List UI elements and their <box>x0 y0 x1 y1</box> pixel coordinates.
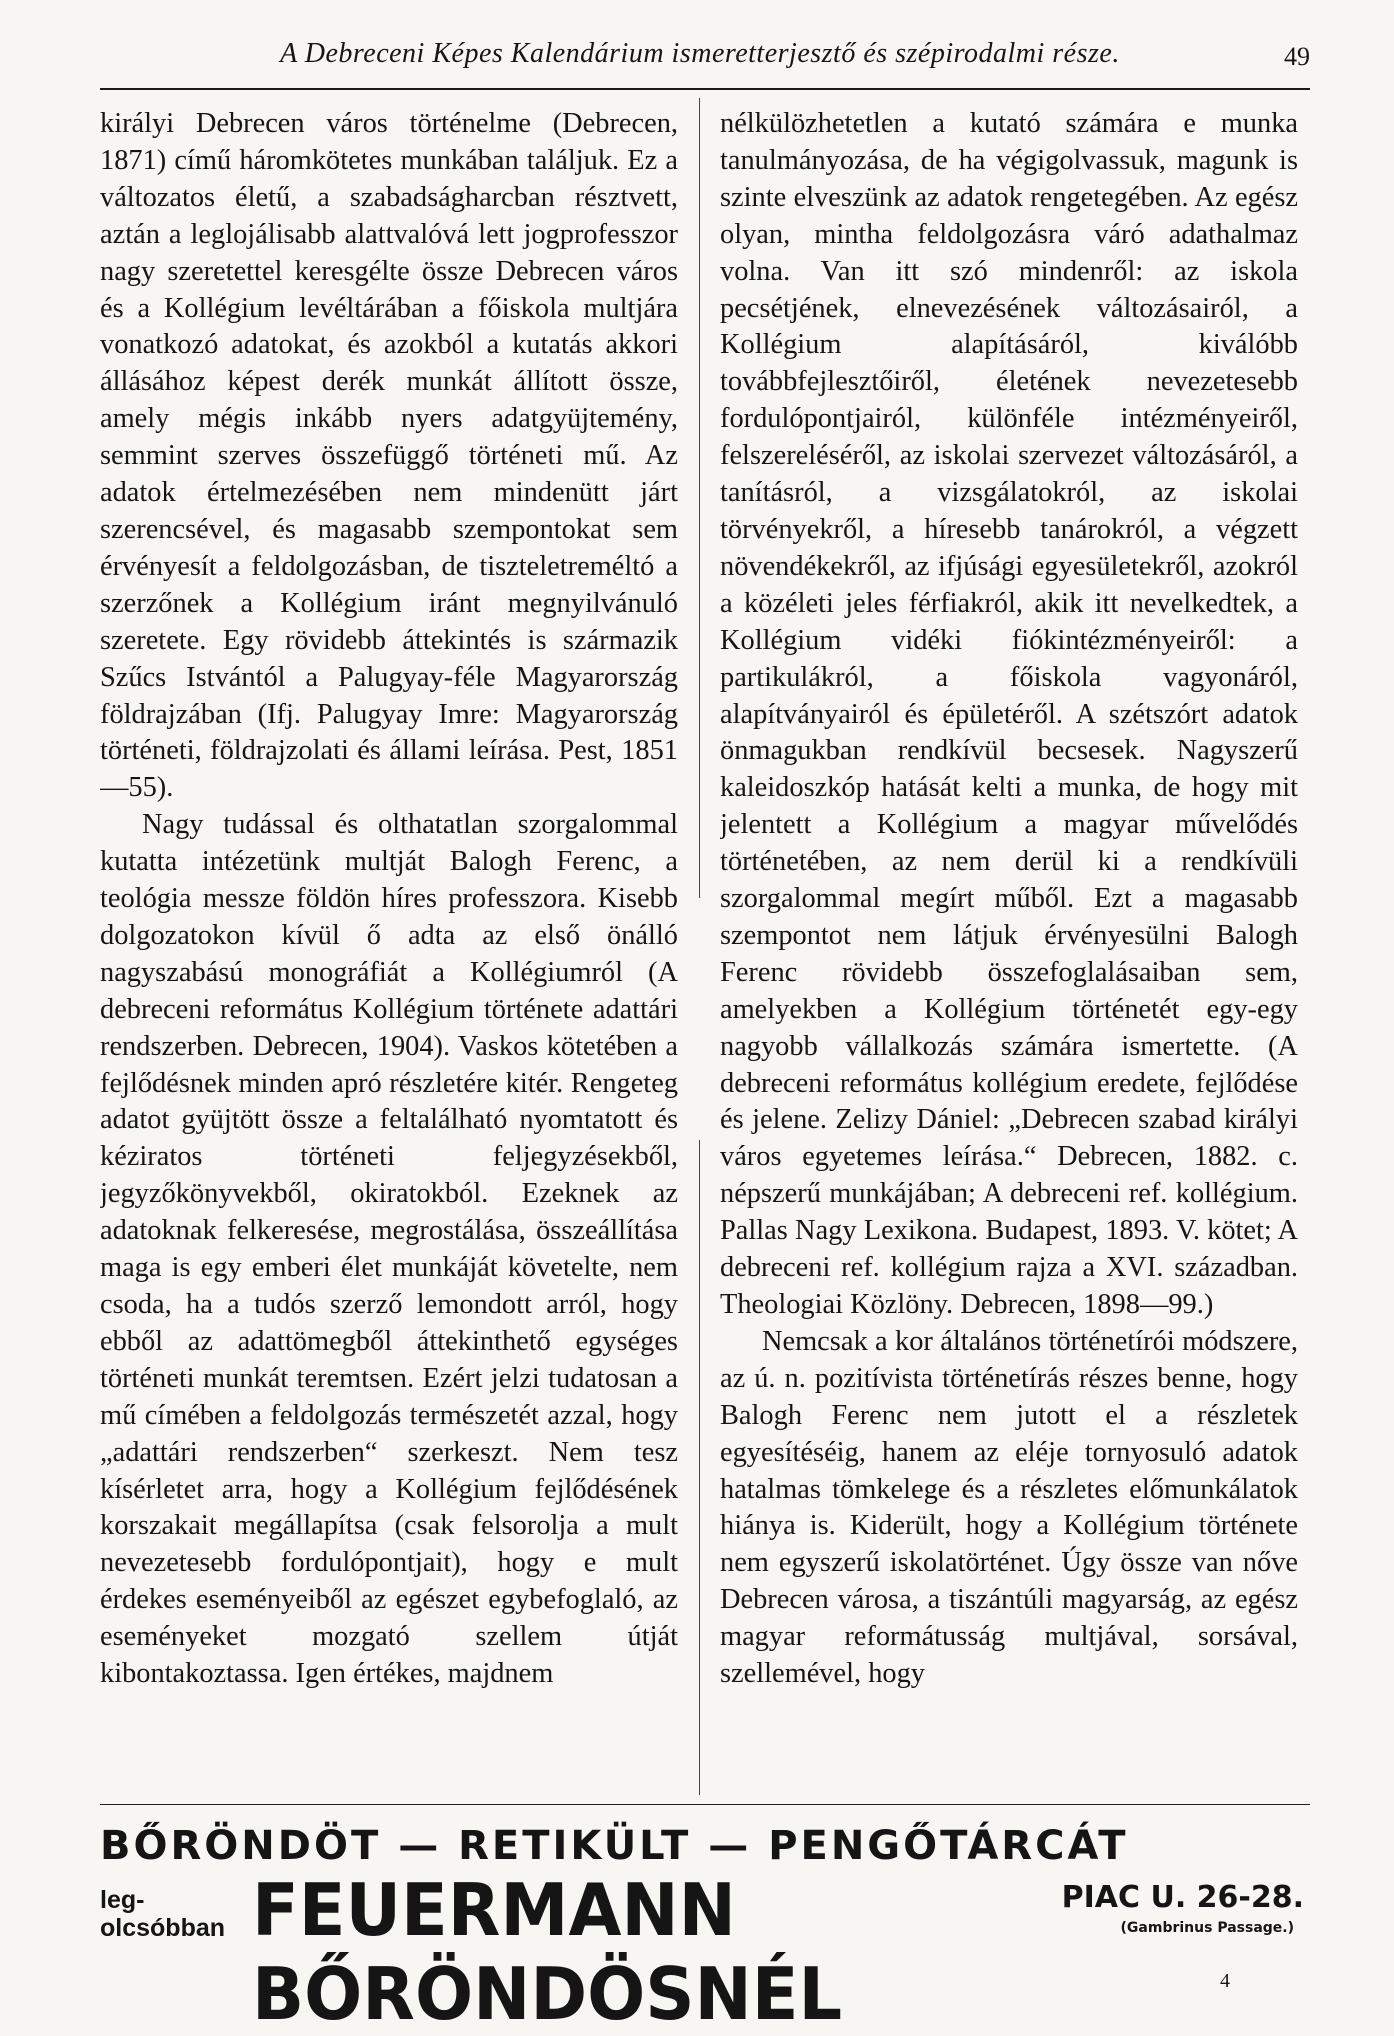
left-column <box>100 106 678 1898</box>
page-number: 49 <box>1284 42 1310 71</box>
right-column <box>720 106 1298 1898</box>
paragraph: királyi Debrecen város történelme (Debrecen, 1871) című háromkötetes munkában találjuk. Ez a változatos életű, a szabadságharcban résztvett, aztán a leglojálisabb alattvalóvá lett jogprofesszor nagy szeretettel keresgélte össze Debrecen város és a Kollégium levéltárában a főiskola multjára vonatkozó adatokat, és azokból a kutatás akkori állásához képest derék munkát állított össze, amely mégis inkább nyers adatgyüjtemény, semmint szerves összefüggő történeti mű. Az adatok értelmezésében nem mindenütt járt szerencsével, és magasabb szempontokat sem érvényesít a feldolgozásban, de tiszteletreméltó a szerzőnek a Kollégium iránt megnyilvánuló szeretete. Egy rövidebb áttekintés is származik Szűcs Istvántól a Palugyay-féle Magyarország földrajzában (Ifj. Palugyay Imre: Magyarország történeti, földrajzolati és állami leírása. Pest, 1851—55). <box>100 108 678 804</box>
running-title: A Debreceni Képes Kalendárium ismeretterjesztő és szépirodalmi része. <box>280 38 1120 69</box>
paragraph: nélkülözhetetlen a kutató számára e munka tanulmányozása, de ha végigolvassuk, magunk is szinte elveszünk az adatok rengetegében. Az egész olyan, mintha feldolgozásra váró adathalmaz volna. Van itt szó mindenről: az iskola pecsétjének, elnevezésének változásairól, a Kollégium alapításáról, kiválóbb továbbfejlesztőiről, életének nevezetesebb fordulópontjairól, különféle intézményeiről, felszereléséről, az iskolai szervezet változásáról, a tanításról, a vizsgálatokról, az iskolai törvényekről, a híresebb tanárokról, a végzett növendékekről, az ifjúsági egyesületekről, azokról a közéleti jeles férfiakról, akik itt nevelkedtek, a Kollégium vidéki fiókintézményeiről: a partikulákról, a főiskola vagyonáról, alapítványairól és épületéről. A szétszórt adatok önmagukban rendkívül becsesek. Nagyszerű kaleidoszkóp hatását kelti a munka, de hogy mit jelentett a Kollégium a magyar művelődés történetében, az nem derül ki a rendkívüli szorgalommal megírt műből. Ezt a magasabb szempontot nem látjuk érvényesülni Balogh Ferenc rövidebb összefoglalásaiban sem, amelyekben a Kollégium történetét egy-egy nagyobb vállalkozás számára ismertette. (A debreceni református kollégium eredete, fejlődése és jelene. Zelizy Dániel: „Debrecen szabad királyi város egyetemes leírása.“ Debrecen, 1882. c. népszerű munkájában; A debreceni ref. kollégium. Pallas Nagy Lexikona. Budapest, 1893. V. kötet; A debreceni ref. kollégium rajza a XVI. században. Theologiai Közlöny. Debrecen, 1898—99.) <box>720 108 1298 1320</box>
ad-shop-name: FEUERMANN BŐRÖNDÖSNÉL <box>252 1868 843 2036</box>
advertisement <box>100 1822 1310 2036</box>
running-header <box>100 38 1310 88</box>
paragraph: Nagy tudással és olthatatlan szorgalommal kutatta intézetünk multját Balogh Ferenc, a teológia messze földön híres professzora. Kisebb dolgozatokon kívül ő adta az első önálló nagyszabású monográfiát a Kollégiumról (A debreceni református Kollégium története adattári rendszerben. Debrecen, 1904). Vaskos kötetében a fejlődésnek minden apró részletére kitér. Rengeteg adatot gyüjtött össze a feltalálható nyomtatott és kéziratos történeti feljegyzésekből, jegyzőkönyvekből, okiratokból. Ezeknek az adatoknak felkeresése, megrostálása, összeállítása maga is egy emberi élet munkáját követelte, nem csoda, ha a tudós szerző lemondott arról, hogy ebből az adattömegből áttekinthető egységes történeti munkát teremtsen. Ezért jelzi tudatosan a mű címében a feldolgozás természetét azzal, hogy „adattári rendszerben“ szerkeszt. Nem tesz kísérletet arra, hogy a Kollégium fejlődésének korszakait megállapítsa (csak felsorolja a mult nevezetesebb fordulópontjait), hogy e mult érdekes eseményeiből az egészet egybefoglaló, az eseményeket mozgató szellem útját kibontakoztassa. Igen értékes, majdnem <box>100 809 678 1690</box>
ad-address: PIAC U. 26-28. <box>1061 1880 1304 1915</box>
column-divider <box>699 98 700 898</box>
header-rule <box>100 88 1310 90</box>
ad-headline: BŐRÖNDÖT — RETIKÜLT — PENGŐTÁRCÁT <box>100 1823 1129 1869</box>
column-divider <box>699 1140 700 1795</box>
ad-address-note: (Gambrinus Passage.) <box>1120 1920 1294 1936</box>
ad-small-line: olcsóbban <box>100 1914 226 1942</box>
footer-rule <box>100 1804 1310 1805</box>
signature-mark: 4 <box>1220 1970 1230 1992</box>
paragraph: Nemcsak a kor általános történetírói módszere, az ú. n. pozitívista történetírás részes benne, hogy Balogh Ferenc nem jutott el a részletek egyesítéséig, hanem az eléje tornyosuló adatok hatalmas tömkelege és a részletes előmunkálatok hiánya is. Kiderült, hogy a Kollégium története nem egyszerű iskolatörténet. Úgy össze van nőve Debrecen városa, a tiszántúli magyarság, az egész magyar reformátusság multjával, sorsával, szellemével, hogy <box>720 1325 1298 1690</box>
ad-cheapest-label <box>100 1886 250 1942</box>
ad-small-line: leg- <box>100 1886 145 1914</box>
